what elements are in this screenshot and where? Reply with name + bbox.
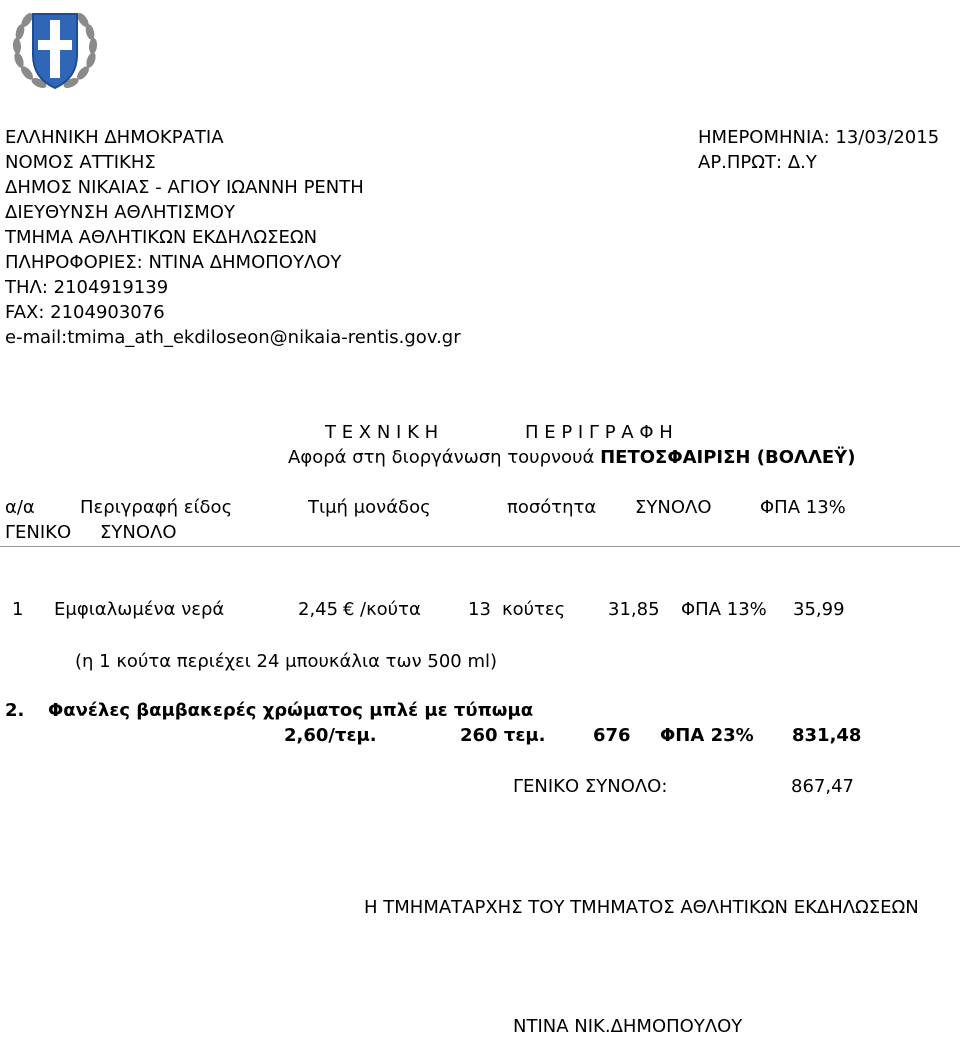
signature-title: Η ΤΜΗΜΑΤΑΡΧΗΣ ΤΟΥ ΤΜΗΜΑΤΟΣ ΑΘΛΗΤΙΚΩΝ ΕΚΔΗΛΩΣΕΩΝ (364, 897, 919, 918)
item-2-aa: 2. (5, 700, 25, 721)
header-divider (0, 546, 960, 547)
greek-coat-of-arms-icon (5, 0, 105, 100)
item-1-per-unit: /κούτα (360, 599, 421, 620)
protocol-number: ΑΡ.ΠΡΩΤ: Δ.Υ (698, 152, 817, 173)
item-1-vat: ΦΠΑ 13% (681, 599, 767, 620)
col-header-unit-price: Τιμή μονάδος (308, 497, 431, 518)
item-2-grand: 831,48 (792, 725, 862, 746)
item-2-description: Φανέλες βαμβακερές χρώματος μπλέ με τύπωμα (48, 700, 534, 721)
col-header-total: ΣΥΝΟΛΟ (635, 497, 712, 518)
sender-contact: ΠΛΗΡΟΦΟΡΙΕΣ: ΝΤΙΝΑ ΔΗΜΟΠΟΥΛΟΥ (5, 252, 342, 273)
item-2-price: 2,60/τεμ. (284, 725, 377, 746)
item-2-total: 676 (593, 725, 631, 746)
subject-sport: ΠΕΤΟΣΦΑΙΡΙΣΗ (ΒΟΛΛΕΫ) (600, 447, 856, 468)
grand-total-label: ΓΕΝΙΚΟ ΣΥΝΟΛΟ: (513, 776, 668, 797)
grand-total-value: 867,47 (791, 776, 854, 797)
sender-email: e-mail:tmima_ath_ekdiloseon@nikaia-rentis.gov.gr (5, 327, 461, 348)
sender-department: ΤΜΗΜΑ ΑΘΛΗΤΙΚΩΝ ΕΚΔΗΛΩΣΕΩΝ (5, 227, 318, 248)
heading-title-right: Π Ε Ρ Ι Γ Ρ Α Φ Η (525, 422, 673, 443)
sender-directorate: ΔΙΕΥΘΥΝΣΗ ΑΘΛΗΤΙΣΜΟΥ (5, 202, 235, 223)
item-1-aa: 1 (12, 599, 24, 620)
item-1-qty: 13 (468, 599, 491, 620)
sender-fax: FAX: 2104903076 (5, 302, 165, 323)
item-1-price: 2,45 (298, 599, 339, 620)
heading-title-left: Τ Ε Χ Ν Ι Κ Η (325, 422, 439, 443)
item-1-grand: 35,99 (793, 599, 845, 620)
sender-prefecture: ΝΟΜΟΣ ΑΤΤΙΚΗΣ (5, 152, 156, 173)
col-header-aa: α/α (5, 497, 35, 518)
item-1-qty-unit: κούτες (502, 599, 566, 620)
document-date: ΗΜΕΡΟΜΗΝΙΑ: 13/03/2015 (698, 127, 940, 148)
col-header-quantity: ποσότητα (507, 497, 597, 518)
subject-prefix: Αφορά στη διοργάνωση τουρνουά (288, 447, 601, 468)
subject-line (288, 445, 855, 470)
euro-icon: € (343, 599, 355, 620)
col-header-grand-total-1: ΓΕΝΙΚΟ (5, 522, 72, 543)
item-1-description: Εμφιαλωμένα νερά (54, 599, 225, 620)
item-1-total: 31,85 (608, 599, 660, 620)
sender-municipality: ΔΗΜΟΣ ΝΙΚΑΙΑΣ - ΑΓΙΟΥ ΙΩΑΝΝΗ ΡΕΝΤΗ (5, 177, 364, 198)
sender-phone: ΤΗΛ: 2104919139 (5, 277, 169, 298)
signature-name: ΝΤΙΝΑ ΝΙΚ.ΔΗΜΟΠΟΥΛΟΥ (513, 1016, 743, 1037)
col-header-vat: ΦΠΑ 13% (760, 497, 846, 518)
col-header-description: Περιγραφή είδος (80, 497, 233, 518)
col-header-grand-total-2: ΣΥΝΟΛΟ (100, 522, 177, 543)
item-2-qty: 260 τεμ. (460, 725, 546, 746)
sender-country: ΕΛΛΗΝΙΚΗ ΔΗΜΟΚΡΑΤΙΑ (5, 127, 224, 148)
item-1-note: (η 1 κούτα περιέχει 24 μπουκάλια των 500 ml) (75, 651, 498, 672)
item-2-vat: ΦΠΑ 23% (660, 725, 754, 746)
